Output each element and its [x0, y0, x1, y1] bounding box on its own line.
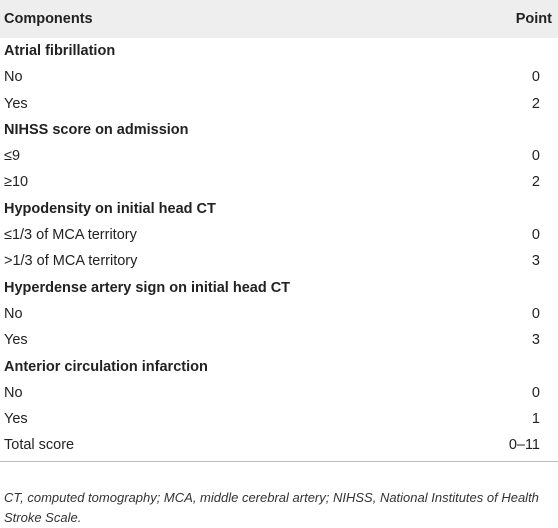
- table-header-row: [0, 0, 558, 38]
- header-components: Components: [4, 11, 93, 27]
- section-row: [0, 196, 558, 222]
- table-row: [0, 143, 558, 169]
- row-label: Yes: [4, 332, 28, 349]
- table-row: [0, 64, 558, 90]
- section-label: Hyperdense artery sign on initial head CT: [4, 279, 291, 296]
- table-row: [0, 248, 558, 274]
- row-point: 0: [531, 148, 540, 165]
- section-label: Anterior circulation infarction: [4, 358, 208, 375]
- table-footnote: CT, computed tomography; MCA, middle cerebral artery; NIHSS, National Institutes of Health Stroke Scale.: [4, 490, 539, 525]
- row-point: 3: [531, 253, 540, 270]
- row-label: Yes: [4, 411, 28, 428]
- table-row: [0, 91, 558, 117]
- row-point: 0: [531, 305, 540, 322]
- table-row: [0, 327, 558, 353]
- table-row: [0, 406, 558, 432]
- section-label: NIHSS score on admission: [4, 121, 189, 138]
- section-label: Atrial fibrillation: [4, 43, 116, 59]
- row-point: 2: [531, 95, 540, 112]
- table-body: [0, 38, 558, 459]
- table-bottom-rule: [0, 461, 558, 462]
- row-point: 2: [531, 174, 540, 191]
- header-point: Point: [515, 11, 552, 27]
- table-row: [0, 169, 558, 195]
- table-row: [0, 380, 558, 406]
- table-row: [0, 222, 558, 248]
- row-point: 3: [531, 332, 540, 349]
- row-label: ≥10: [4, 174, 29, 191]
- row-point: 0–11: [508, 437, 540, 454]
- row-label: >1/3 of MCA territory: [4, 253, 138, 270]
- row-label: No: [4, 69, 23, 86]
- section-row: [0, 275, 558, 301]
- section-row: [0, 354, 558, 380]
- row-label: ≤9: [4, 148, 21, 165]
- row-point: 0: [531, 69, 540, 86]
- row-point: 0: [531, 384, 540, 401]
- row-point: 0: [531, 227, 540, 244]
- row-label: Total score: [4, 437, 75, 454]
- row-label: No: [4, 305, 23, 322]
- table-row: [0, 301, 558, 327]
- row-point: 1: [531, 411, 540, 428]
- section-row: [0, 38, 558, 64]
- section-row: [0, 117, 558, 143]
- row-label: Yes: [4, 95, 28, 112]
- row-label: No: [4, 384, 23, 401]
- row-label: ≤1/3 of MCA territory: [4, 227, 137, 244]
- section-label: Hypodensity on initial head CT: [4, 200, 216, 217]
- table-row: [0, 432, 558, 458]
